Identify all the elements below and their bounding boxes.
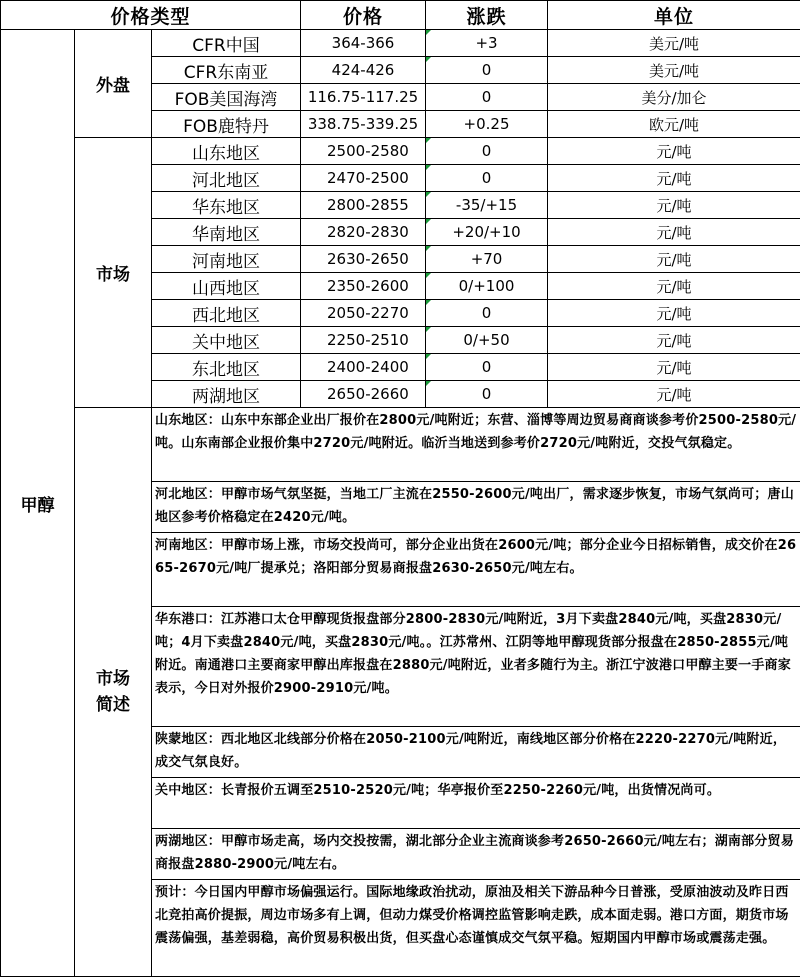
- price-cell: 2630-2650: [301, 246, 426, 273]
- unit-cell: 美元/吨: [548, 57, 800, 84]
- price-cell: 338.75-339.25: [301, 111, 426, 138]
- unit-cell: 元/吨: [548, 219, 800, 246]
- price-type-cell: FOB鹿特丹: [152, 111, 301, 138]
- price-type-cell: CFR东南亚: [152, 57, 301, 84]
- region-cell: 山西地区: [152, 273, 301, 300]
- group-label-market: 市场: [75, 138, 152, 408]
- region-cell: 河北地区: [152, 165, 301, 192]
- change-cell: 0: [426, 354, 548, 381]
- change-cell: -35/+15: [426, 192, 548, 219]
- price-cell: 2500-2580: [301, 138, 426, 165]
- price-cell: 424-426: [301, 57, 426, 84]
- price-cell: 2050-2270: [301, 300, 426, 327]
- change-cell: 0/+100: [426, 273, 548, 300]
- table-row: [1, 30, 800, 57]
- unit-cell: 元/吨: [548, 273, 800, 300]
- header-price: 价格: [301, 1, 426, 30]
- summary-shaanxi-mongolia: 陕蒙地区：西北地区北线部分价格在2050-2100元/吨附近，南线地区部分价格在2220-2270元/吨附近，成交气氛良好。: [152, 727, 800, 778]
- unit-cell: 美元/吨: [548, 30, 800, 57]
- unit-cell: 元/吨: [548, 246, 800, 273]
- table-row: [1, 138, 800, 165]
- header-change: 涨跌: [426, 1, 548, 30]
- unit-cell: 元/吨: [548, 327, 800, 354]
- change-cell: +3: [426, 30, 548, 57]
- summary-henan: 河南地区：甲醇市场上涨，市场交投尚可，部分企业出货在2600元/吨；部分企业今日招标销售，成交价在2665-2670元/吨厂提承兑；洛阳部分贸易商报盘2630-2650元/吨左右。: [152, 533, 800, 607]
- summary-row: [1, 408, 800, 482]
- unit-cell: 欧元/吨: [548, 111, 800, 138]
- change-cell: 0: [426, 381, 548, 408]
- region-cell: 两湖地区: [152, 381, 301, 408]
- change-cell: 0: [426, 165, 548, 192]
- header-price-type: 价格类型: [1, 1, 301, 30]
- change-cell: +70: [426, 246, 548, 273]
- price-cell: 116.75-117.25: [301, 84, 426, 111]
- region-cell: 河南地区: [152, 246, 301, 273]
- summary-lianghu: 两湖地区：甲醇市场走高，场内交投按需，湖北部分企业主流商谈参考2650-2660元/吨左右；湖南部分贸易商报盘2880-2900元/吨左右。: [152, 829, 800, 880]
- category-label: 甲醇: [1, 30, 75, 977]
- region-cell: 西北地区: [152, 300, 301, 327]
- change-cell: 0: [426, 300, 548, 327]
- header-row: [1, 1, 800, 30]
- summary-forecast: 预计：今日国内甲醇市场偏强运行。国际地缘政治扰动，原油及相关下游品种今日普涨，受原油波动及昨日西北竞拍高价提振，周边市场多有上调，但动力煤受价格调控监管影响走跌，成本面走弱。港口方面，期货市场震荡偏强，基差弱稳，高价贸易积极出货，但买盘心态谨慎成交气氛平稳。短期国内甲醇市场或震荡走强。: [152, 880, 800, 977]
- price-cell: 2650-2660: [301, 381, 426, 408]
- change-cell: 0/+50: [426, 327, 548, 354]
- summary-label-line1: 市场: [75, 666, 151, 692]
- price-cell: 2470-2500: [301, 165, 426, 192]
- price-cell: 2350-2600: [301, 273, 426, 300]
- price-cell: 2250-2510: [301, 327, 426, 354]
- unit-cell: 元/吨: [548, 381, 800, 408]
- change-cell: +20/+10: [426, 219, 548, 246]
- price-cell: 364-366: [301, 30, 426, 57]
- summary-hebei: 河北地区：甲醇市场气氛坚挺，当地工厂主流在2550-2600元/吨出厂，需求逐步恢复，市场气氛尚可；唐山地区参考价格稳定在2420元/吨。: [152, 482, 800, 533]
- region-cell: 东北地区: [152, 354, 301, 381]
- price-type-cell: CFR中国: [152, 30, 301, 57]
- price-cell: 2800-2855: [301, 192, 426, 219]
- unit-cell: 元/吨: [548, 300, 800, 327]
- unit-cell: 元/吨: [548, 165, 800, 192]
- summary-east-china-port: 华东港口：江苏港口太仓甲醇现货报盘部分2800-2830元/吨附近，3月下卖盘2840元/吨，买盘2830元/吨；4月下卖盘2840元/吨，买盘2830元/吨。。江苏常州、江阴等地甲醇现货部分报盘在2850-2855元/吨附近。南通港口主要商家甲醇出库报盘在2880元/吨附近，业者多随行为主。浙江宁波港口甲醇主要一手商家表示，今日对外报价2900-2910元/吨。: [152, 607, 800, 727]
- summary-label-line2: 简述: [75, 692, 151, 718]
- summary-shandong: 山东地区：山东中东部企业出厂报价在2800元/吨附近；东营、淄博等周边贸易商商谈参考价2500-2580元/吨。山东南部企业报价集中2720元/吨附近。临沂当地送到参考价2720元/吨附近，交投气氛稳定。: [152, 408, 800, 482]
- region-cell: 山东地区: [152, 138, 301, 165]
- unit-cell: 元/吨: [548, 138, 800, 165]
- change-cell: 0: [426, 84, 548, 111]
- change-cell: 0: [426, 57, 548, 84]
- region-cell: 华南地区: [152, 219, 301, 246]
- summary-guanzhong: 关中地区：长青报价五调至2510-2520元/吨；华亭报价至2250-2260元/吨，出货情况尚可。: [152, 778, 800, 829]
- price-type-cell: FOB美国海湾: [152, 84, 301, 111]
- unit-cell: 美分/加仑: [548, 84, 800, 111]
- region-cell: 关中地区: [152, 327, 301, 354]
- region-cell: 华东地区: [152, 192, 301, 219]
- change-cell: 0: [426, 138, 548, 165]
- unit-cell: 元/吨: [548, 192, 800, 219]
- group-label-summary: [75, 408, 152, 977]
- price-cell: 2820-2830: [301, 219, 426, 246]
- group-label-overseas: 外盘: [75, 30, 152, 138]
- header-unit: 单位: [548, 1, 800, 30]
- unit-cell: 元/吨: [548, 354, 800, 381]
- price-cell: 2400-2400: [301, 354, 426, 381]
- change-cell: +0.25: [426, 111, 548, 138]
